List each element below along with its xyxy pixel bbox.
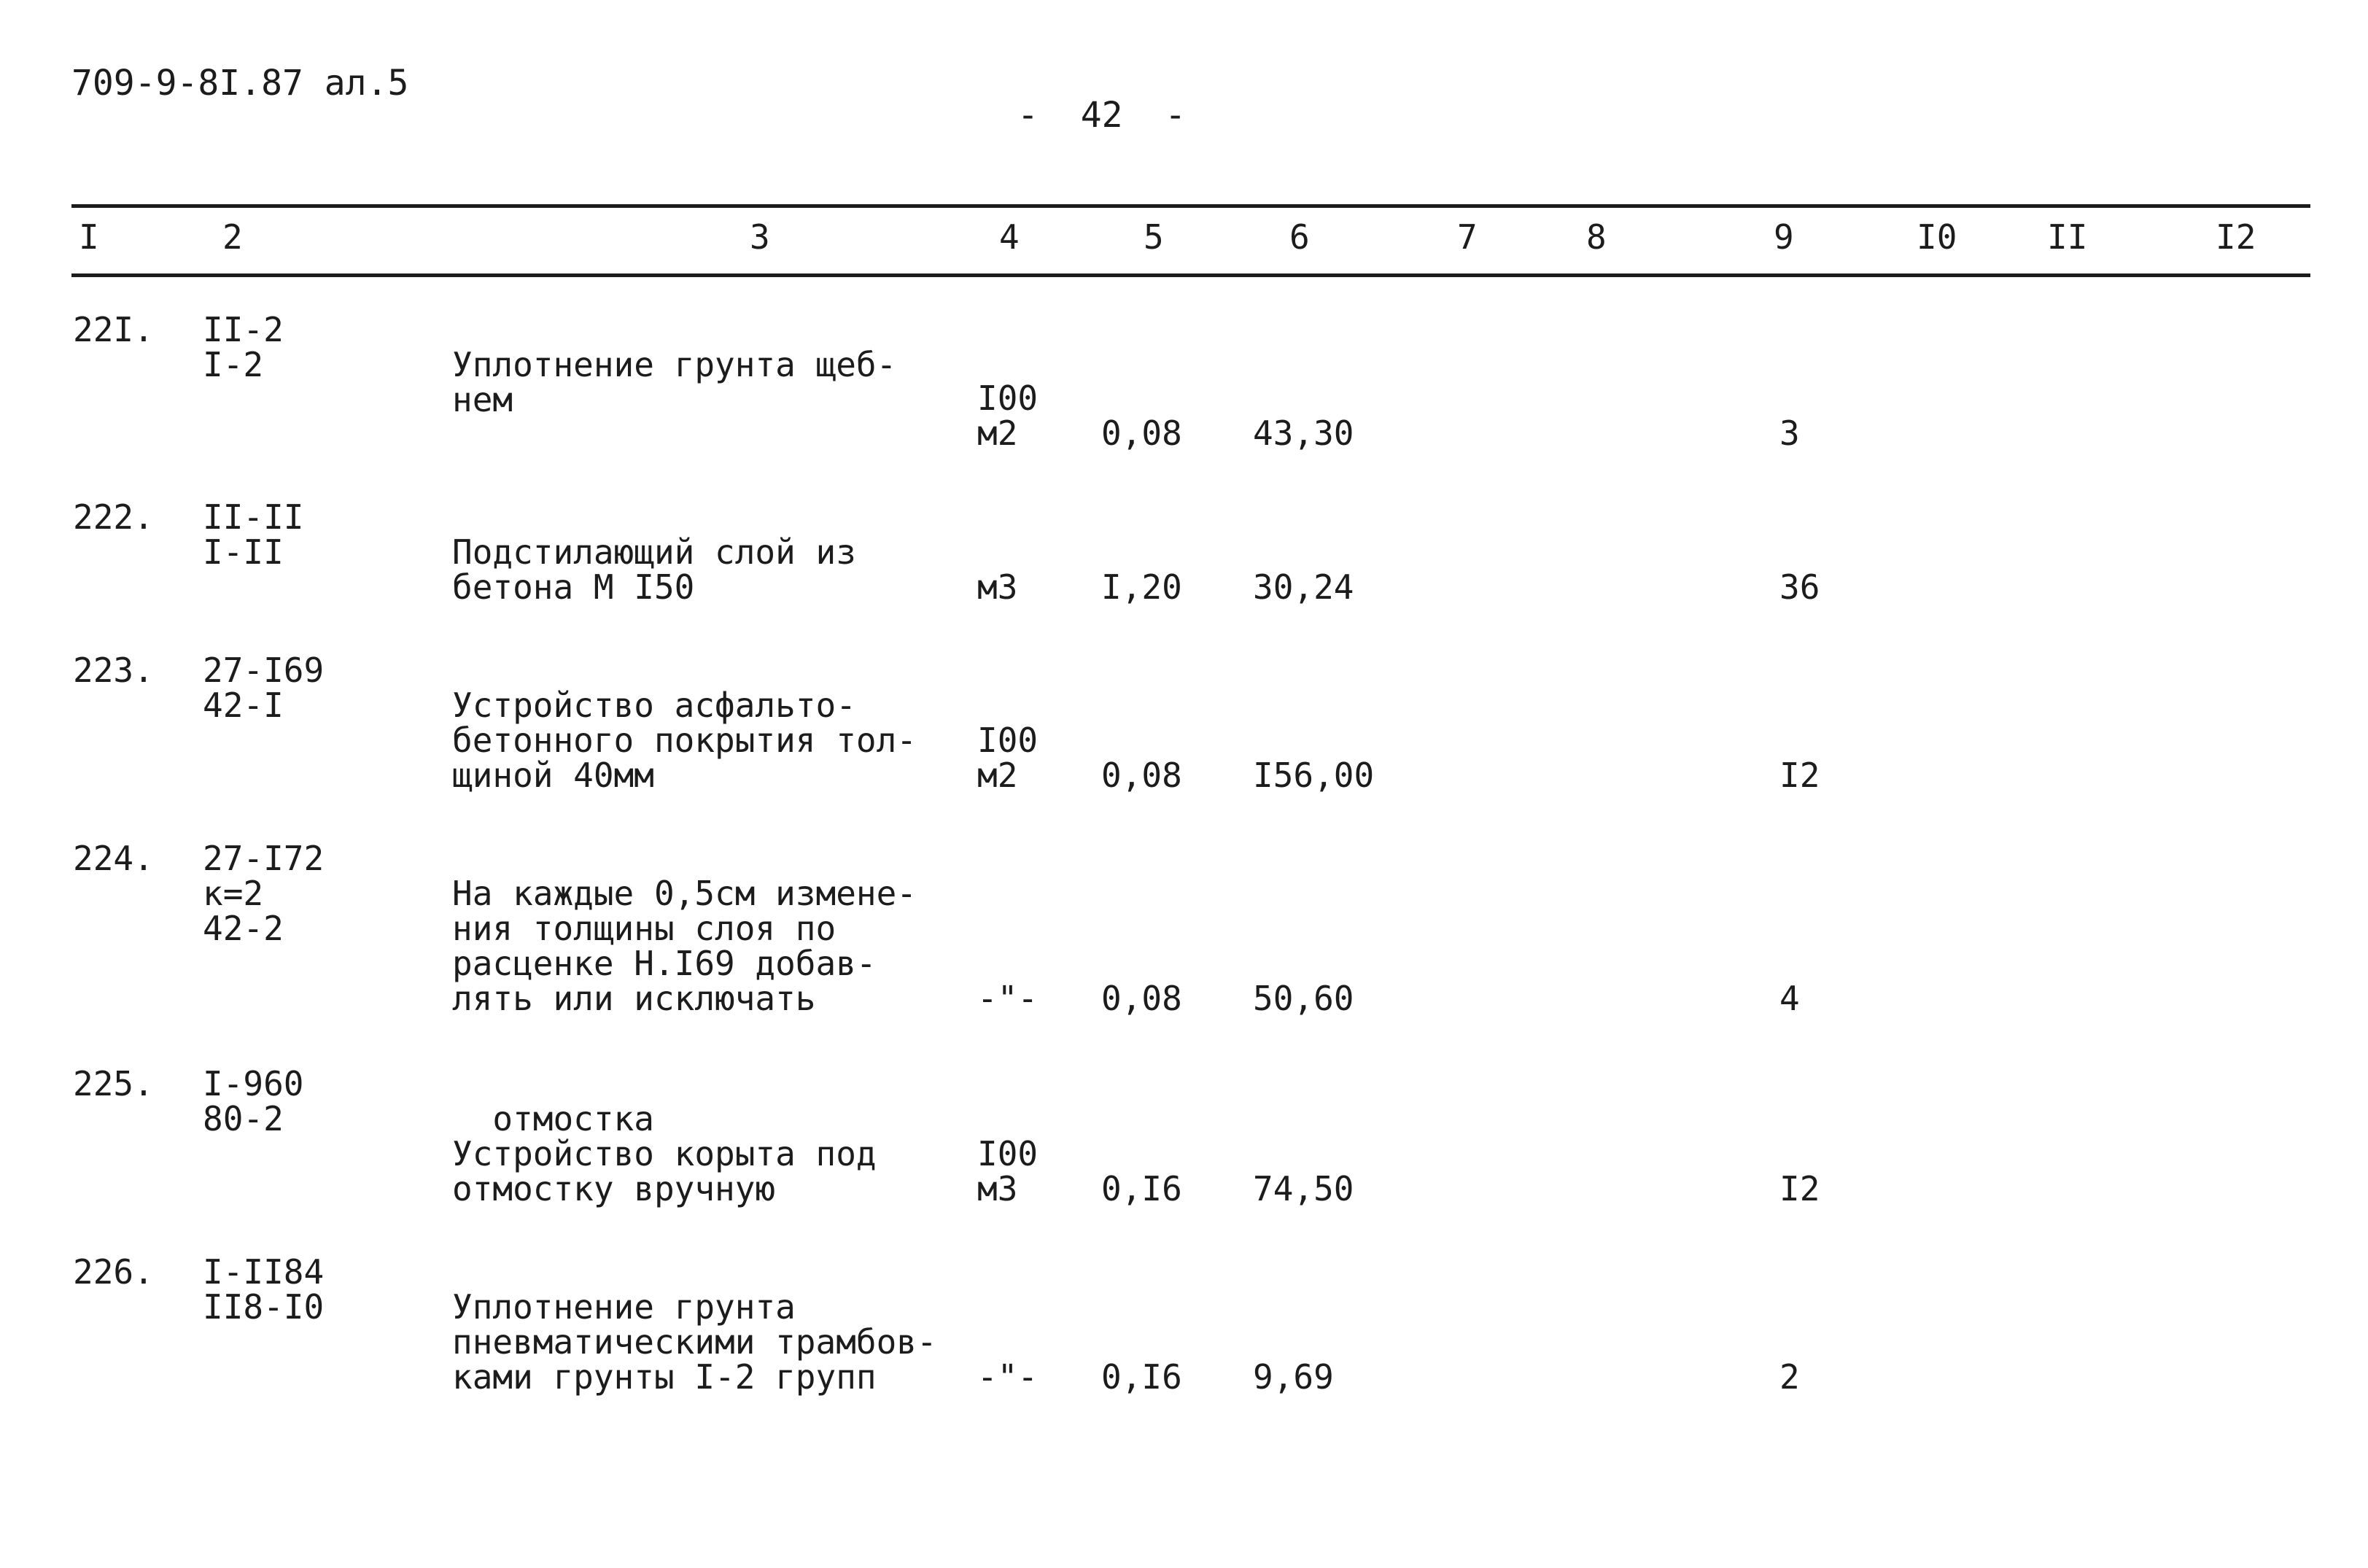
total-cost: 2 [1779,1357,1800,1397]
work-description: На каждые 0,5см измене- ния толщины слоя по расценке Н.I69 добав- лять или исключать [452,874,917,1018]
quantity: 0,08 [1101,756,1182,795]
col-head-8: 8 [1586,217,1607,257]
unit-price: 30,24 [1253,567,1354,607]
quantity: 0,08 [1101,979,1182,1018]
col-head-6: 6 [1289,217,1310,257]
rate-code: 27-I69 42-I [203,651,325,725]
row-number: 223. [73,651,154,690]
unit-of-measure: I00 м2 [977,721,1039,795]
work-description: Устройство асфальто- бетонного покрытия тол- щиной 40мм [452,686,917,795]
rate-code: I-960 80-2 [203,1064,304,1138]
unit-price: 43,30 [1253,414,1354,453]
work-description: Уплотнение грунта пневматическими трамбов- ками грунты I-2 групп [452,1287,937,1397]
quantity: 0,08 [1101,414,1182,453]
row-number: 225. [73,1064,154,1103]
quantity: 0,I6 [1101,1357,1182,1397]
rate-code: II-2 I-2 [203,310,284,384]
page-number: - 42 - [1017,95,1187,136]
row-number: 22I. [73,310,154,349]
row-number: 224. [73,839,154,878]
col-head-1: I [79,217,99,257]
total-cost: I2 [1779,756,1820,795]
document-code: 709-9-8I.87 ал.5 [71,63,409,104]
total-cost: 36 [1779,567,1820,607]
unit-of-measure: I00 м3 [977,1134,1039,1208]
unit-price: 9,69 [1253,1357,1334,1397]
top-rule [71,204,2310,208]
unit-of-measure: -"- [977,979,1039,1018]
col-head-11: II [2047,217,2088,257]
header-rule [71,273,2310,277]
col-head-9: 9 [1774,217,1794,257]
row-number: 226. [73,1252,154,1292]
col-head-2: 2 [222,217,243,257]
col-head-10: I0 [1917,217,1957,257]
work-description: Уплотнение грунта щеб- нем [452,345,897,419]
unit-of-measure: -"- [977,1357,1039,1397]
unit-of-measure: I00 м2 [977,379,1039,453]
total-cost: I2 [1779,1169,1820,1208]
work-description: Подстилающий слой из бетона М I50 [452,532,856,607]
unit-of-measure: м3 [977,567,1018,607]
unit-price: I56,00 [1253,756,1375,795]
quantity: 0,I6 [1101,1169,1182,1208]
total-cost: 4 [1779,979,1800,1018]
quantity: I,20 [1101,567,1182,607]
col-head-12: I2 [2216,217,2256,257]
rate-code: II-II I-II [203,497,304,572]
work-description: отмостка Устройство корыта под отмостку вручную [452,1099,877,1208]
rate-code: I-II84 II8-I0 [203,1252,325,1327]
total-cost: 3 [1779,414,1800,453]
rate-code: 27-I72 к=2 42-2 [203,839,325,948]
col-head-3: 3 [750,217,770,257]
unit-price: 74,50 [1253,1169,1354,1208]
unit-price: 50,60 [1253,979,1354,1018]
col-head-7: 7 [1457,217,1478,257]
col-head-4: 4 [999,217,1020,257]
row-number: 222. [73,497,154,537]
col-head-5: 5 [1144,217,1164,257]
